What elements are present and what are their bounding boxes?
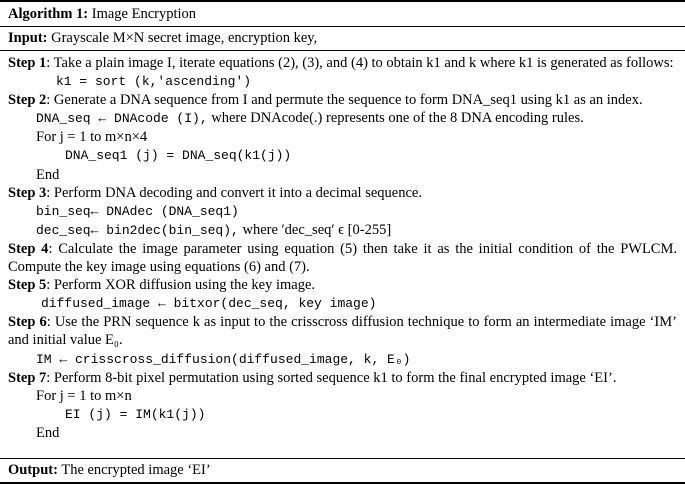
text-segment: : Take a plain image I, iterate equations (2), (3), and (4) to obtain k1 and k where k1 is generated as follows:	[46, 55, 674, 71]
step-label: Step 4	[8, 240, 49, 257]
text-segment: : Perform DNA decoding and convert it into a decimal sequence.	[46, 184, 422, 201]
pseudo-code-line	[8, 146, 677, 165]
pseudo-code-line	[8, 128, 677, 146]
text-segment: : Use the PRN sequence k as input to the crisscross diffusion technique to form an intermediate image ‘IM’ and initial value E₀.	[8, 314, 677, 349]
algorithm-title: Image Encryption	[88, 6, 197, 22]
pseudo-code-line	[8, 294, 677, 313]
step-paragraph	[8, 276, 677, 294]
pseudo-code-line	[8, 109, 677, 128]
algorithm-output-row	[0, 458, 685, 482]
text-segment: End	[36, 424, 60, 441]
input-label: Input:	[8, 30, 48, 46]
text-segment: : Generate a DNA sequence from I and permute the sequence to form DNA_seq1 using k1 as an index.	[46, 92, 643, 109]
text-segment: diffused_image ← bitxor(dec_seq, key image)	[41, 296, 377, 312]
step-label: Step 5	[8, 277, 47, 294]
pseudo-code-line	[8, 424, 677, 442]
output-label: Output:	[8, 462, 58, 478]
output-text: The encrypted image ‘EI’	[57, 462, 211, 478]
text-segment: dec_seq← bin2dec(bin_seq),	[36, 222, 239, 238]
step-paragraph	[8, 240, 677, 276]
text-segment: where ′dec_seq′ ϵ [0-255]	[238, 221, 392, 238]
step-paragraph	[8, 184, 677, 202]
text-segment: where DNAcode(.) represents one of the 8 DNA encoding rules.	[207, 110, 584, 127]
pseudo-code-line	[8, 387, 677, 405]
text-segment: For j = 1 to m×n×4	[36, 129, 148, 146]
pseudo-code-line	[8, 202, 677, 221]
pseudo-code-line	[8, 72, 677, 91]
step-paragraph	[8, 313, 677, 349]
algorithm-header	[0, 2, 685, 27]
text-segment: : Calculate the image parameter using equation (5) then take it as the initial condition of the PWLCM. Compute the key image using equations (6) and (7).	[8, 240, 677, 276]
algorithm-body	[0, 51, 685, 458]
text-segment: End	[36, 166, 60, 183]
pseudo-code-line	[8, 221, 677, 240]
text-segment: DNA_seq ← DNAcode (I),	[36, 111, 208, 127]
step-label: Step 2	[8, 92, 47, 109]
text-segment: IM ← crisscross_diffusion(diffused_image, k, E₀)	[36, 351, 411, 367]
text-segment: For j = 1 to m×n	[36, 387, 132, 404]
text-segment: k1 = sort (k,′ascending′)	[56, 74, 252, 90]
step-label: Step 7	[8, 369, 47, 386]
step-paragraph	[8, 369, 677, 387]
algorithm-label: Algorithm 1:	[8, 6, 89, 22]
step-paragraph	[8, 54, 677, 72]
text-segment: : Perform 8-bit pixel permutation using sorted sequence k1 to form the final encrypted image ‘EI’.	[46, 369, 617, 386]
text-segment: : Perform XOR diffusion using the key image.	[46, 277, 316, 294]
pseudo-code-line	[8, 166, 677, 184]
text-segment: DNA_seq1 (j) = DNA_seq(k1(j))	[65, 148, 292, 164]
pseudo-code-line	[8, 350, 677, 369]
text-segment: bin_seq← DNAdec (DNA_seq1)	[36, 203, 239, 219]
step-label: Step 6	[8, 314, 47, 331]
text-segment: EI (j) = IM(k1(j))	[65, 406, 206, 422]
step-label: Step 1	[8, 55, 47, 71]
algorithm-input-row	[0, 27, 685, 51]
input-text: Grayscale M×N secret image, encryption key,	[47, 30, 318, 46]
step-label: Step 3	[8, 184, 47, 201]
step-paragraph	[8, 91, 677, 109]
pseudo-code-line	[8, 405, 677, 424]
